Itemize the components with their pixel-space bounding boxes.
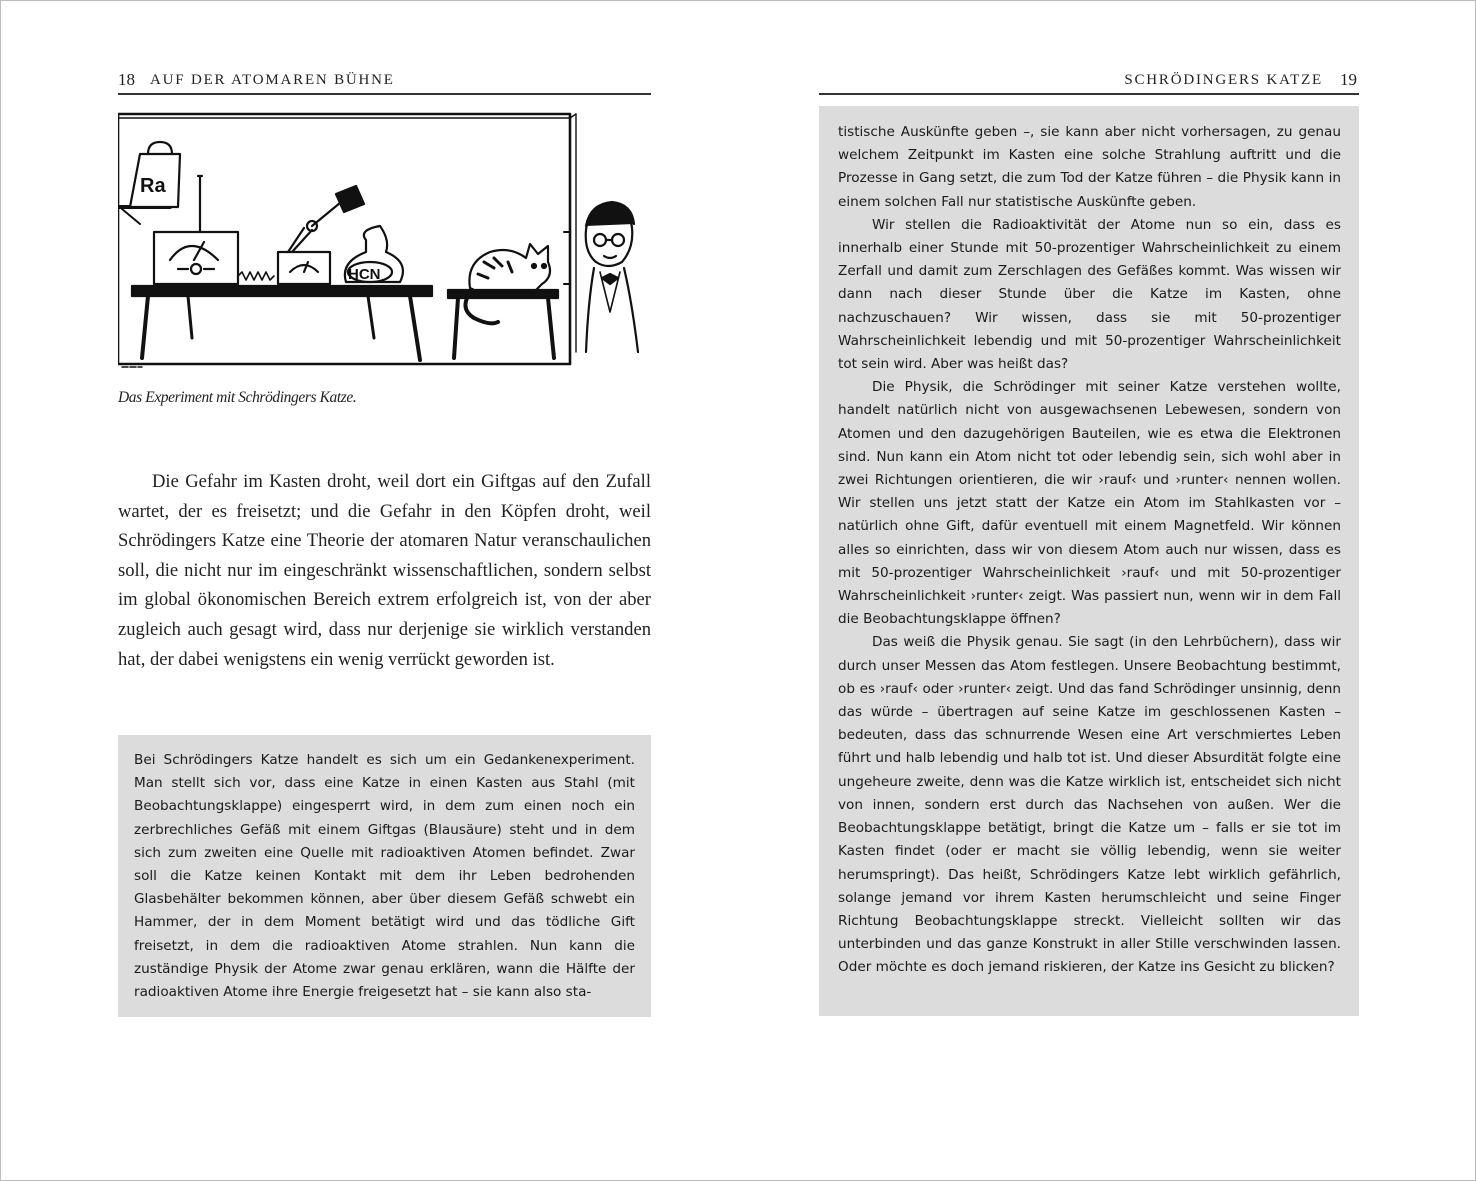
running-title-right: SCHRÖDINGERS KATZE — [1124, 72, 1323, 88]
left-running-head — [118, 69, 651, 95]
info-box-paragraph: Das weiß die Physik genau. Sie sagt (in den Lehrbüchern), dass wir durch unser Messen das Atom festlegen. Unsere Beobachtung bestimmt, ob es ›rauf‹ oder ›runter‹ zeigt. Und das fand Schrödinger unsinnig, denn das würde – übertragen auf seine Katze im geschlossenen Kasten – bedeuten, dass das schnurrende Wesen eine Art verschmiertes Leben führt und halb lebendig und halb tot ist. Und dieser Absurdität folgte eine ungeheure zweite, denn was die Katze wirklich ist, entscheidet sich nicht von innen, sondern erst durch das Nachsehen von außen. Wer die Beobachtungsklappe betätigt, bringt die Katze um – falls er sie tot im Kasten findet (oder er macht sie völlig lebendig, wenn sie weiter herumspringt). Das heißt, Schrödingers Katze lebt wirklich gefährlich, solange jemand vor ihrem Kasten herumschleicht und seine Finger Richtung Beobachtungsklappe streckt. Vielleicht sollten wir das unterbinden und das ganze Konstrukt in aller Stille verschwinden lassen. Oder möchte es doch jemand riskieren, der Katze ins Gesicht zu blicken? — [838, 634, 1341, 976]
info-box-paragraph: tistische Auskünfte geben –, sie kann aber nicht vorhersagen, zu genau welchem Zeitpunkt im Kasten eine solche Strahlung auftritt und die Prozesse in Gang setzt, die zum Tod der Katze führen – die Physik kann in einem solchen Fall nur statistische Auskünfte geben. — [838, 124, 1341, 210]
figure-caption: Das Experiment mit Schrödingers Katze. — [118, 389, 357, 406]
right-running-head — [819, 69, 1359, 95]
info-box-right — [819, 106, 1359, 1016]
running-title-left: AUF DER ATOMAREN BÜHNE — [150, 72, 395, 88]
info-box-paragraph: Bei Schrödingers Katze handelt es sich um ein Gedankenexperiment. Man stellt sich vor, dass eine Katze in einen Kasten aus Stahl (mit Beobachtungsklappe) eingesperrt wird, in dem zum einen noch ein zerbrechliches Gefäß mit einem Giftgas (Blausäure) steht und in dem sich zum zweiten eine Quelle mit radioaktiven Atomen befindet. Zwar soll die Katze keinen Kontakt mit dem ihr Leben bedrohenden Glasbehälter bekommen können, aber über diesem Gefäß schwebt ein Hammer, der in dem Moment betätigt wird und das tödliche Gift freisetzt, in dem die radioaktiven Atome strahlen. Nun kann die zuständige Physik der Atome zwar genau erklären, wann die Hälfte der radioaktiven Atome ihre Energie freigesetzt hat – sie kann also sta- — [134, 752, 635, 1001]
info-box-paragraph: Wir stellen die Radioaktivität der Atome nun so ein, dass es innerhalb einer Stunde mit 50-prozentiger Wahrscheinlichkeit zu einem Zerfall und damit zum Zerschlagen des Gefäßes kommt. Was wissen wir dann nach dieser Stunde über die Katze im Kasten, ohne nachzuschauen? Wir wissen, dass sie mit 50-prozentiger Wahrscheinlichkeit lebendig und mit 50-prozentiger Wahrscheinlichkeit tot sein wird. Aber was heißt das? — [838, 216, 1341, 373]
radium-label: Ra — [140, 175, 166, 197]
gas-label: HCN — [348, 266, 381, 283]
left-page — [118, 0, 651, 1181]
info-box-paragraph: Die Physik, die Schrödinger mit seiner Katze verstehen wollte, handelt natürlich nicht von ausgewachsenen Lebewesen, sondern von Atomen und den dazugehörigen Bauteilen, wie es etwa die Elektronen sind. Nun kann ein Atom nicht tot oder lebendig sein, sich wohl aber in zwei Richtungen orientieren, die wir ›rauf‹ und ›runter‹ nennen wollen. Wir stellen uns jetzt statt der Katze ein Atom im Stahlkasten vor – natürlich ohne Gift, dafür eventuell mit einem Magnetfeld. Wir können alles so einrichten, dass wir von diesem Atom auch nur wissen, dass es mit 50-prozentiger Wahrscheinlichkeit ›rauf‹ und mit 50-prozentiger Wahrscheinlichkeit ›runter‹ zeigt. Was passiert nun, wenn wir in dem Fall die Beobachtungsklappe öffnen? — [838, 379, 1341, 628]
page-number-left: 18 — [118, 70, 135, 89]
right-page — [819, 0, 1359, 1181]
info-box-left — [118, 735, 651, 1017]
schroedinger-cat-illustration — [118, 112, 651, 374]
body-paragraph: Die Gefahr im Kasten droht, weil dort ein Giftgas auf den Zufall wartet, der es freisetzt; und die Gefahr in den Köpfen droht, weil Schrödingers Katze eine Theorie der atomaren Natur veranschaulichen soll, die nicht nur im eingeschränkt wissenschaftlichen, sondern selbst im global ökonomischen Bereich extrem erfolgreich ist, von der aber zugleich auch gesagt wird, dass nur derjenige sie wirklich verstanden hat, der dabei wenigstens ein wenig verrückt geworden ist. — [118, 471, 651, 670]
page-number-right: 19 — [1340, 70, 1357, 89]
